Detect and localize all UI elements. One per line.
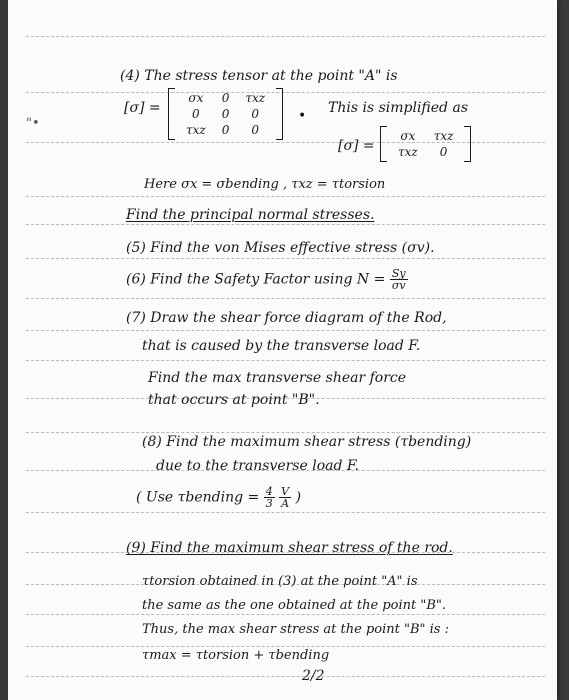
matrix-cell: 0 bbox=[439, 145, 448, 159]
q8-close-paren: ) bbox=[295, 489, 302, 506]
q8-formula bbox=[136, 486, 301, 509]
q9-line-2: τtorsion obtained in (3) at the point "A" is bbox=[142, 574, 418, 589]
q7-line-2: that is caused by the transverse load F. bbox=[142, 338, 421, 354]
ruled-line bbox=[26, 614, 545, 615]
v-over-a-fraction bbox=[279, 486, 291, 509]
ruled-line bbox=[26, 360, 545, 361]
q7-line-3: Find the max transverse shear force bbox=[148, 370, 407, 386]
matrix-cell: τxz bbox=[398, 145, 418, 159]
matrix-cell: 0 bbox=[221, 107, 230, 121]
find-principal-stresses: Find the principal normal stresses. bbox=[126, 207, 375, 223]
matrix-cell: 0 bbox=[221, 91, 230, 105]
tensor-lhs: [σ] = bbox=[124, 100, 161, 116]
coefficient-fraction bbox=[264, 486, 275, 509]
stress-tensor-matrix bbox=[168, 88, 283, 140]
tensor-lhs-simplified: [σ] = bbox=[338, 138, 375, 154]
fraction-denominator: A bbox=[281, 497, 290, 510]
simplified-text: This is simplified as bbox=[328, 100, 468, 116]
q9-line-3: the same as the one obtained at the point "B". bbox=[142, 598, 447, 613]
ruled-line bbox=[26, 330, 545, 331]
matrix-cell: σx bbox=[188, 91, 204, 105]
ruled-line bbox=[26, 676, 545, 677]
page-number: 2/2 bbox=[302, 668, 325, 684]
q9-heading: (9) Find the maximum shear stress of the rod. bbox=[126, 540, 453, 556]
q6-text bbox=[126, 268, 408, 291]
q8-line-2: due to the transverse load F. bbox=[156, 458, 359, 474]
fraction-denominator: 3 bbox=[265, 497, 273, 510]
matrix-cell: τxz bbox=[186, 123, 206, 137]
fraction-numerator: Sy bbox=[391, 267, 406, 280]
safety-factor-fraction bbox=[390, 268, 408, 291]
ruled-line bbox=[26, 646, 545, 647]
matrix-cell: 0 bbox=[192, 107, 200, 121]
here-definitions: Here σx = σbending , τxz = τtorsion bbox=[144, 177, 386, 192]
q8-line-1: (8) Find the maximum shear stress (τbending) bbox=[142, 434, 472, 450]
matrix-cell: τxz bbox=[245, 91, 266, 105]
q9-line-4: Thus, the max shear stress at the point "B" is : bbox=[142, 622, 449, 637]
dot-mark: • bbox=[298, 108, 307, 124]
ruled-line bbox=[26, 196, 545, 197]
q4-heading: (4) The stress tensor at the point "A" is bbox=[120, 68, 398, 84]
matrix-cell: 0 bbox=[251, 123, 260, 137]
matrix-cell: 0 bbox=[221, 123, 230, 137]
ruled-line bbox=[26, 36, 545, 37]
q8-use-label: ( Use τbending = bbox=[136, 489, 260, 506]
fraction-numerator: V bbox=[281, 485, 290, 498]
matrix-cell: 0 bbox=[251, 107, 260, 121]
q7-line-1: (7) Draw the shear force diagram of the Rod, bbox=[126, 310, 447, 326]
matrix-cell: σx bbox=[400, 129, 416, 143]
q7-line-4: that occurs at point "B". bbox=[148, 392, 320, 408]
q9-line-5: τmax = τtorsion + τbending bbox=[142, 648, 330, 663]
ruled-line bbox=[26, 258, 545, 259]
fraction-denominator: σv bbox=[391, 279, 406, 292]
ruled-line bbox=[26, 224, 545, 225]
simplified-tensor-matrix bbox=[380, 126, 471, 162]
fraction-numerator: 4 bbox=[265, 485, 273, 498]
margin-mark: "• bbox=[26, 116, 40, 131]
ruled-line bbox=[26, 92, 545, 93]
ruled-line bbox=[26, 298, 545, 299]
q5-text: (5) Find the von Mises effective stress (σv). bbox=[126, 240, 435, 256]
ruled-line bbox=[26, 432, 545, 433]
q6-label: (6) Find the Safety Factor using N = bbox=[126, 271, 386, 288]
ruled-line bbox=[26, 512, 545, 513]
notebook-page bbox=[8, 0, 557, 700]
matrix-cell: τxz bbox=[433, 129, 454, 143]
